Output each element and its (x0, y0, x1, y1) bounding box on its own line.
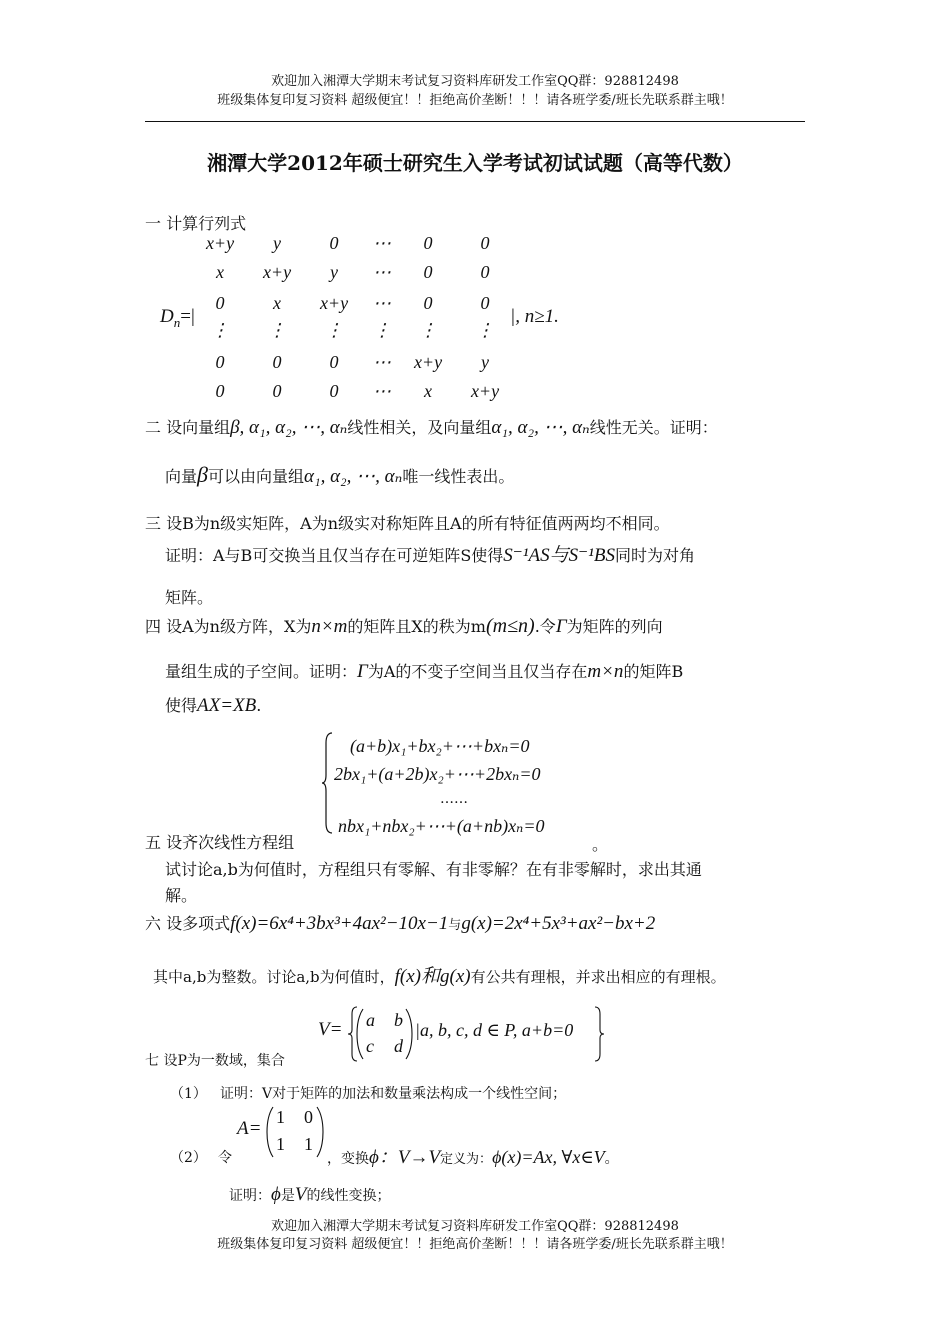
q1-rhs: |, n≥1. (510, 306, 559, 327)
footer-line-2: 班级集体复印复习资料 超级便宜！！拒绝高价垄断！！！请各班学委/班长先联系群主哦！ (217, 1237, 733, 1252)
footer-line-1: 欢迎加入湘潭大学期末考试复习资料库研发工作室QQ群：928812498 (271, 1219, 679, 1234)
page-title: 湘潭大学2012年硕士研究生入学考试初试试题（高等代数） (207, 151, 743, 175)
q7-part1-num: （1） (170, 1086, 207, 1102)
header-line-2: 班级集体复印复习资料 超级便宜！！拒绝高价垄断！！！请各班学委/班长先联系群主哦！ (217, 93, 733, 108)
q4-line-1: 四 设A为n级方阵，X为n×m的矩阵且X的秩为m(m≤n).令Γ为矩阵的列向 (145, 615, 663, 637)
q5-end: 。 (592, 835, 609, 854)
matrix-cell: x+y (262, 262, 292, 282)
matrix-cell: y (273, 233, 281, 253)
matrix-cell: 0 (480, 233, 490, 253)
matrix-cell: 0 (215, 352, 225, 372)
matrix-cell: ⋯ (373, 293, 391, 313)
matrix-cell: ⋮ (419, 320, 437, 340)
matrix-cell: 0 (272, 381, 282, 401)
matrix-cell: ⋯ (373, 381, 391, 401)
matrix-cell: x (424, 381, 432, 401)
system-eq-4: nbx₁+nbx₂+⋯+(a+nb)xₙ=0 (338, 816, 545, 836)
matrix-cell: 0 (423, 233, 433, 253)
q3-line-1: 三 设B为n级实矩阵，A为n级实对称矩阵且A的所有特征值两两均不相同。 (145, 514, 670, 533)
matrix-cell: x+y (413, 352, 443, 372)
matrix-cell: ⋮ (268, 320, 286, 340)
matrix-cell: 0 (329, 352, 339, 372)
q7-set-condition: |a, b, c, d ∈ P, a+b=0 (415, 1020, 574, 1040)
matrix-v-a: a (366, 1010, 375, 1030)
matrix-v-c: c (366, 1036, 374, 1056)
matrix-a-right-paren (316, 1106, 324, 1158)
matrix-cell: 0 (215, 293, 225, 313)
system-eq-1: (a+b)x₁+bx₂+⋯+bxₙ=0 (350, 736, 530, 756)
matrix-cell: x (273, 293, 281, 313)
matrix-cell: 0 (215, 381, 225, 401)
q5-line-3: 解。 (165, 886, 198, 905)
header-divider (145, 121, 805, 122)
q7-part3: 证明：ϕ是V的线性变换； (229, 1184, 391, 1205)
matrix-cell: ⋮ (476, 320, 494, 340)
matrix-a-lhs: A= (237, 1118, 262, 1139)
q4-line-2: 量组生成的子空间。证明：Γ为A的不变子空间当且仅当存在m×n的矩阵B (165, 661, 684, 682)
q2-line-2: 向量β可以由向量组α₁, α₂, ⋯, αₙ唯一线性表出。 (165, 462, 515, 487)
matrix-a-12: 0 (304, 1107, 313, 1127)
matrix-v-right-paren (405, 1008, 413, 1060)
matrix-a-22: 1 (304, 1134, 313, 1154)
matrix-cell: ⋮ (325, 320, 343, 340)
q5-label: 五 设齐次线性方程组 (145, 833, 295, 852)
matrix-a-11: 1 (276, 1107, 285, 1127)
matrix-a-left-paren (266, 1106, 274, 1158)
matrix-cell: 0 (329, 381, 339, 401)
matrix-cell: x+y (470, 381, 500, 401)
q4-line-3: 使得AX=XB. (165, 695, 262, 716)
matrix-cell: 0 (272, 352, 282, 372)
matrix-a-21: 1 (276, 1134, 285, 1154)
system-brace (322, 731, 334, 835)
matrix-cell: 0 (329, 233, 339, 253)
matrix-cell: ⋯ (373, 233, 391, 253)
matrix-cell: y (330, 262, 338, 282)
matrix-v-d: d (394, 1036, 403, 1056)
matrix-cell: ⋮ (373, 320, 391, 340)
q7-part2-num: （2） (170, 1150, 207, 1166)
q1-label: 一 计算行列式 (145, 214, 247, 233)
q7-set-lhs: V= (318, 1019, 343, 1040)
system-eq-2: 2bx₁+(a+2b)x₂+⋯+2bxₙ=0 (334, 764, 541, 784)
q3-line-2: 证明：A与B可交换当且仅当存在可逆矩阵S使得S⁻¹AS与S⁻¹BS同时为对角 (165, 545, 695, 566)
matrix-cell: ⋯ (373, 262, 391, 282)
q7-part2-line: ，变换ϕ：V→V定义为：ϕ(x)=Ax, ∀x∈V。 (327, 1147, 619, 1168)
q6-line-2: 其中a,b为整数。讨论a,b为何值时，f(x)和g(x)有公共有理根，并求出相应的有理根。 (153, 966, 726, 987)
set-right-brace (594, 1006, 604, 1062)
matrix-v-left-paren (356, 1008, 364, 1060)
q7-label: 七 设P为一数域，集合 (145, 1053, 285, 1069)
matrix-cell: 0 (423, 262, 433, 282)
matrix-cell: ⋮ (211, 320, 229, 340)
q6-line-1: 六 设多项式f(x)=6x⁴+3bx³+4ax²−10x−1与g(x)=2x⁴+5x³+ax²−bx+2 (145, 913, 656, 934)
q7-part2-let: 令 (218, 1150, 232, 1166)
matrix-cell: x+y (205, 233, 235, 253)
system-ellipsis: …… (440, 791, 468, 807)
q2-line-1: 二 设向量组β, α₁, α₂, ⋯, αₙ线性相关，及向量组α₁, α₂, ⋯, αₙ线性无关。证明： (145, 417, 718, 438)
q1-lhs: $D_n=|$ (160, 306, 195, 330)
matrix-v-b: b (394, 1010, 403, 1030)
matrix-cell: y (481, 352, 489, 372)
matrix-cell: x+y (319, 293, 349, 313)
q5-line-2: 试讨论a,b为何值时，方程组只有零解、有非零解？在有非零解时，求出其通 (165, 860, 702, 879)
q7-part1: 证明：V对于矩阵的加法和数量乘法构成一个线性空间； (220, 1086, 567, 1102)
matrix-cell: 0 (423, 293, 433, 313)
q3-line-3: 矩阵。 (165, 588, 214, 607)
matrix-cell: 0 (480, 262, 490, 282)
matrix-cell: x (216, 262, 224, 282)
matrix-cell: 0 (480, 293, 490, 313)
header-line-1: 欢迎加入湘潭大学期末考试复习资料库研发工作室QQ群：928812498 (271, 74, 679, 89)
matrix-cell: ⋯ (373, 352, 391, 372)
